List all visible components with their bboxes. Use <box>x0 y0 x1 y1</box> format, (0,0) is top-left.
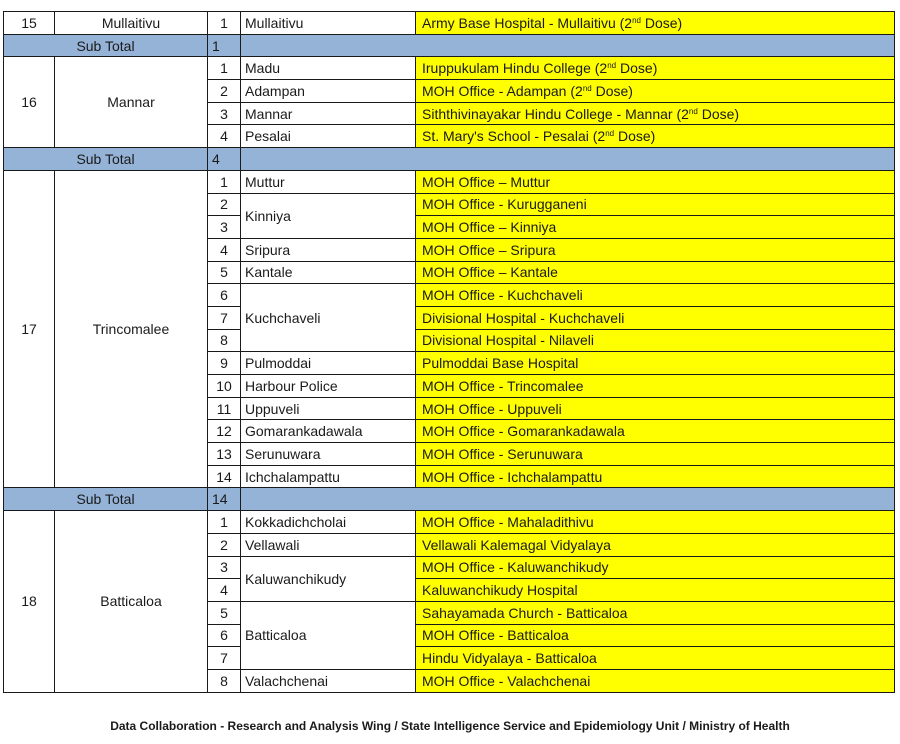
row-index: 4 <box>208 238 241 261</box>
sub-total-value: 14 <box>208 488 241 511</box>
moh-area: Kokkadichcholai <box>241 511 416 534</box>
location-text-tail: Dose) <box>616 60 658 77</box>
location-text: Vellawali Kalemagal Vidyalaya <box>422 536 611 553</box>
location-superscript: nd <box>607 61 617 71</box>
vaccination-location <box>416 102 895 125</box>
sub-total-value: 4 <box>208 148 241 171</box>
vaccination-location <box>416 465 895 488</box>
footer-credit: Data Collaboration - Research and Analysis Wing / State Intelligence Service and Epidemiology Unit / Ministry of Health <box>110 719 790 733</box>
location-text: Siththivinayakar Hindu College - Mannar (2 <box>422 105 689 122</box>
row-index: 14 <box>208 465 241 488</box>
moh-area: Kantale <box>241 261 416 284</box>
moh-area: Serunuwara <box>241 443 416 466</box>
location-text: St. Mary's School - Pesalai (2 <box>422 128 606 145</box>
location-text-tail: Dose) <box>640 14 683 31</box>
moh-area: Sripura <box>241 238 416 261</box>
location-text: Kaluwanchikudy Hospital <box>422 582 578 599</box>
location-text: Iruppukulam Hindu College (2 <box>422 60 608 77</box>
vaccination-location <box>416 125 895 148</box>
location-text: MOH Office - Kuchchaveli <box>422 287 583 304</box>
moh-area: Ichchalampattu <box>241 465 416 488</box>
district-name: Trincomalee <box>55 170 208 488</box>
row-index: 4 <box>208 579 241 602</box>
row-index: 3 <box>208 216 241 239</box>
location-text: MOH Office – Sripura <box>422 241 556 258</box>
district-number: 15 <box>4 12 55 35</box>
location-text: MOH Office - Ichchalampattu <box>422 468 603 485</box>
table-row <box>4 57 895 80</box>
location-text-tail: Dose) <box>591 82 633 99</box>
row-index: 7 <box>208 647 241 670</box>
vaccination-location <box>416 420 895 443</box>
row-index: 7 <box>208 306 241 329</box>
location-text: Sahayamada Church - Batticaloa <box>422 604 628 621</box>
row-index: 10 <box>208 375 241 398</box>
location-text: MOH Office – Kinniya <box>422 219 557 236</box>
district-name: Mannar <box>55 57 208 148</box>
moh-area: Kuchchaveli <box>241 284 416 352</box>
row-index: 9 <box>208 352 241 375</box>
moh-area: Kinniya <box>241 193 416 238</box>
location-superscript: nd <box>632 15 641 25</box>
location-text: MOH Office - Serunuwara <box>422 445 583 462</box>
vaccination-location <box>416 511 895 534</box>
row-index: 3 <box>208 556 241 579</box>
location-text: Pulmoddai Base Hospital <box>422 355 579 372</box>
vaccination-location <box>416 397 895 420</box>
moh-area: Gomarankadawala <box>241 420 416 443</box>
table-row <box>4 511 895 534</box>
vaccination-location <box>416 306 895 329</box>
location-text: MOH Office – Kantale <box>422 264 558 281</box>
location-text-tail: Dose) <box>697 105 740 122</box>
vaccination-location <box>416 533 895 556</box>
moh-area: Mannar <box>241 102 416 125</box>
row-index: 8 <box>208 329 241 352</box>
vaccination-location <box>416 170 895 193</box>
location-superscript: nd <box>582 83 592 93</box>
vaccination-location <box>416 352 895 375</box>
moh-area: Vellawali <box>241 533 416 556</box>
sub-total-label: Sub Total <box>4 34 208 57</box>
moh-area: Adampan <box>241 80 416 103</box>
sub-total-row <box>4 148 895 171</box>
location-superscript: nd <box>605 129 615 139</box>
row-index: 1 <box>208 511 241 534</box>
vaccination-location <box>416 556 895 579</box>
sub-total-value: 1 <box>208 34 241 57</box>
vaccination-location <box>416 193 895 216</box>
vaccination-location <box>416 669 895 692</box>
location-text: MOH Office - Adampan (2 <box>422 82 583 99</box>
row-index: 4 <box>208 125 241 148</box>
location-text: MOH Office - Valachchenai <box>422 672 591 689</box>
district-name: Mullaitivu <box>55 12 208 35</box>
location-text: MOH Office - Mahaladithivu <box>422 513 594 530</box>
moh-area: Pulmoddai <box>241 352 416 375</box>
sub-total-label: Sub Total <box>4 488 208 511</box>
vaccination-location <box>416 601 895 624</box>
moh-area: Pesalai <box>241 125 416 148</box>
vaccination-location <box>416 57 895 80</box>
district-name: Batticaloa <box>55 511 208 693</box>
sub-total-label: Sub Total <box>4 148 208 171</box>
moh-area: Mullaitivu <box>241 12 416 35</box>
vaccination-location <box>416 579 895 602</box>
vaccination-location <box>416 375 895 398</box>
vaccination-location <box>416 284 895 307</box>
vaccination-location <box>416 624 895 647</box>
row-index: 1 <box>208 12 241 35</box>
moh-area: Valachchenai <box>241 669 416 692</box>
row-index: 11 <box>208 397 241 420</box>
location-text: Divisional Hospital - Kuchchaveli <box>422 309 625 326</box>
moh-area: Uppuveli <box>241 397 416 420</box>
row-index: 2 <box>208 533 241 556</box>
location-text: Hindu Vidyalaya - Batticaloa <box>422 650 597 667</box>
district-number: 18 <box>4 511 55 693</box>
location-text-tail: Dose) <box>614 128 656 145</box>
location-text: MOH Office - Trincomalee <box>422 377 584 394</box>
sub-total-blank <box>241 488 895 511</box>
moh-area: Madu <box>241 57 416 80</box>
row-index: 12 <box>208 420 241 443</box>
row-index: 1 <box>208 57 241 80</box>
location-superscript: nd <box>688 106 698 116</box>
location-text: MOH Office - Gomarankadawala <box>422 423 625 440</box>
table-row <box>4 12 895 35</box>
sub-total-row <box>4 488 895 511</box>
moh-area: Kaluwanchikudy <box>241 556 416 601</box>
row-index: 8 <box>208 669 241 692</box>
location-text: MOH Office - Kurugganeni <box>422 196 587 213</box>
vaccination-location <box>416 329 895 352</box>
row-index: 3 <box>208 102 241 125</box>
vaccination-location <box>416 12 895 35</box>
vaccination-centers-table <box>3 11 895 693</box>
vaccination-location <box>416 647 895 670</box>
table-row <box>4 170 895 193</box>
location-text: Army Base Hospital - Mullaitivu (2 <box>422 14 633 31</box>
moh-area: Harbour Police <box>241 375 416 398</box>
district-number: 17 <box>4 170 55 488</box>
moh-area: Muttur <box>241 170 416 193</box>
district-number: 16 <box>4 57 55 148</box>
row-index: 5 <box>208 261 241 284</box>
location-text: MOH Office - Kaluwanchikudy <box>422 559 609 576</box>
vaccination-location <box>416 443 895 466</box>
location-text: MOH Office - Batticaloa <box>422 627 569 644</box>
sub-total-blank <box>241 34 895 57</box>
row-index: 2 <box>208 193 241 216</box>
vaccination-location <box>416 238 895 261</box>
vaccination-location <box>416 216 895 239</box>
vaccination-location <box>416 80 895 103</box>
sub-total-blank <box>241 148 895 171</box>
location-text: Divisional Hospital - Nilaveli <box>422 332 594 349</box>
sub-total-row <box>4 34 895 57</box>
row-index: 6 <box>208 284 241 307</box>
moh-area: Batticaloa <box>241 601 416 669</box>
row-index: 6 <box>208 624 241 647</box>
vaccination-location <box>416 261 895 284</box>
location-text: MOH Office - Uppuveli <box>422 400 562 417</box>
row-index: 5 <box>208 601 241 624</box>
location-text: MOH Office – Muttur <box>422 173 551 190</box>
row-index: 1 <box>208 170 241 193</box>
row-index: 13 <box>208 443 241 466</box>
row-index: 2 <box>208 80 241 103</box>
